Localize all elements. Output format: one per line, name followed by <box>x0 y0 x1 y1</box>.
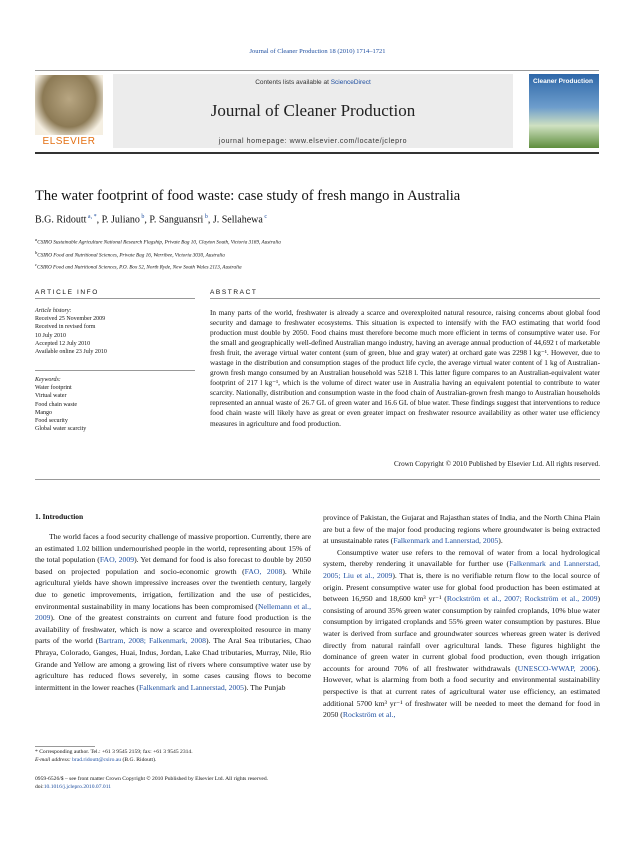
affiliation: $^c$CSIRO Food and Nutritional Sciences, P.O. Box 52, North Ryde, New South Wales 2113, Australia <box>35 262 242 272</box>
keyword: Mango <box>35 409 52 416</box>
keyword: Food chain waste <box>35 401 77 408</box>
keywords-block <box>35 376 195 433</box>
journal-masthead <box>35 70 599 160</box>
corresponding-text: Corresponding author. Tel.: +61 3 9545 2159; fax: +61 3 9545 2314. <box>39 749 193 755</box>
intro-column-left <box>35 531 311 693</box>
email-label: E-mail address: <box>35 757 71 763</box>
journal-cover-image[interactable] <box>529 74 599 148</box>
citation-link[interactable]: Bartram, 2008; Falkenmark, 2008 <box>98 636 206 646</box>
section-heading-introduction: 1. Introduction <box>35 512 84 521</box>
citation-link[interactable]: FAO, 2008 <box>244 566 283 576</box>
citation-link[interactable]: Nellemann et al., 2009 <box>35 601 311 623</box>
citation-link[interactable]: FAO, 2009 <box>99 555 135 565</box>
doi-prefix: doi: <box>35 784 44 790</box>
copyright-line: Crown Copyright © 2010 Published by Elsevier Ltd. All rights reserved. <box>394 460 600 468</box>
citation-link[interactable]: UNESCO-WWAP, 2006 <box>517 663 596 673</box>
abstract-heading: ABSTRACT <box>210 289 258 296</box>
article-info-rule <box>35 298 195 299</box>
author-affil-sup[interactable]: b <box>139 214 145 220</box>
history-item: 10 July 2010 <box>35 332 67 339</box>
doi-line <box>35 783 600 791</box>
author-affil-sup[interactable]: a, * <box>86 214 97 220</box>
article-history <box>35 307 195 356</box>
affiliation-sup: b <box>35 249 38 255</box>
footnote-rule <box>35 746 95 747</box>
front-matter-line <box>35 775 600 791</box>
author-name[interactable]: B.G. Ridoutt <box>35 214 87 226</box>
keyword: Food security <box>35 418 68 425</box>
email-line <box>35 756 325 764</box>
masthead-top-rule <box>35 70 599 71</box>
citation-link[interactable]: Falkenmark and Lannerstad, 2005; Liu et al., 2009 <box>323 559 601 580</box>
affiliation: $^a$CSIRO Sustainable Agriculture National Research Flagship, Private Bag 10, Clayton South, Victoria 3169, Australia <box>35 237 281 246</box>
email-link[interactable]: brad.ridoutt@csiro.au <box>72 757 122 763</box>
citation-link[interactable]: Falkenmark and Lannerstad, 2005 <box>138 682 244 692</box>
affiliation-list <box>35 235 600 273</box>
citation-link[interactable]: Rockström et al., 2007; Rockström et al., 2009 <box>446 594 598 604</box>
tree-logo-icon <box>35 75 103 135</box>
author-affil-sup[interactable]: c <box>262 214 267 220</box>
history-label: Article history: <box>35 308 72 314</box>
homepage-link[interactable]: www.elsevier.com/locate/jclepro <box>289 138 408 145</box>
corresponding-author-note <box>35 748 325 756</box>
keyword-items <box>35 384 195 433</box>
history-items <box>35 315 195 356</box>
running-head[interactable]: Journal of Cleaner Production 18 (2010) 1714–1721 <box>249 48 386 55</box>
history-item: Accepted 12 July 2010 <box>35 340 91 347</box>
email-suffix: (B.G. Ridoutt). <box>121 757 157 763</box>
masthead-bottom-rule <box>35 152 599 154</box>
author-name[interactable]: P. Sanguansri <box>149 214 204 226</box>
abstract-text: In many parts of the world, freshwater is already a scarce and overexploited natural resource, raising concerns about global food security and damage to freshwater ecosystems. This situation is expected to intensify with the FAO estimating that world food production must double by 2050. Food chains must therefore become much more efficient in terms of consumptive water use. For the small and geographically well-defined Australian mango industry, having an average annual production of 44,692 t of marketable fresh fruit, the average virtual water content (sum of green, blue and gray water) at orchard gate was 2298 l kg⁻¹. However, due to wastage in the distribution and consumption stages of the product life cycle, the average virtual water content of 1 kg of Australian-grown fresh mango consumed by an Australian household was 5218 l. This latter figure compares to an Australian-equivalent water footprint of 217 l kg⁻¹, which is the volume of direct water use in Australia having an equivalent potential to contribute to water scarcity. Nationally, distribution and consumption waste in the food chain of Australian-grown fresh mango to Australian households represented an annual waste of 26.7 GL of green water and 16.6 GL of blue water. These findings suggest that interventions to reduce food chain waste will likely have as great or even greater impact on freshwater resource availability as other water use efficiency measures in agriculture and food production. <box>210 308 600 428</box>
keyword: Water footprint <box>35 385 72 392</box>
affiliation-sup: c <box>35 262 37 268</box>
author-name[interactable]: P. Juliano <box>101 214 140 226</box>
article-info-heading: ARTICLE INFO <box>35 289 99 296</box>
keyword: Global water scarcity <box>35 426 87 433</box>
publisher-logo-text: ELSEVIER <box>42 136 96 147</box>
history-item: Received in revised form <box>35 324 96 331</box>
elsevier-logo[interactable] <box>35 75 103 147</box>
homepage-prefix: journal homepage: <box>218 138 290 145</box>
homepage-line <box>113 138 513 145</box>
author-name[interactable]: J. Sellahewa <box>212 214 263 226</box>
abstract-end-rule <box>35 479 600 480</box>
citation-link[interactable]: Falkenmark and Lannerstad, 2005 <box>393 536 499 546</box>
intro-paragraph-2: Consumptive water use refers to the removal of water from a local hydrological system, thereby rendering it unavailable for further use (Falkenmark and Lannerstad, 2005; Liu et al., 2009). That is, there is no verifiable return flow to the local source of origin. Present consumptive water use for global food production has been estimated at between 16,950 and 18,600 km³ yr⁻¹ (Rockström et al., 2007; Rockström et al., 2009) consisting of around 35% green water consumption by rainfed croplands, 10% blue water consumption by irrigated croplands and 55% green water consumption by pastures. Blue water is derived from surface and groundwater sources whereas green water is derived directly from natural rainfall over agricultural lands. These figures highlight the dominance of green water in current global food production, even though irrigation accounts for around 70% of all freshwater withdrawals (UNESCO-WWAP, 2006). However, what is alarming from both a food security and environmental sustainability perspective is that at current rates of agricultural water use efficiency, an estimated additional 5700 km³ yr⁻¹ of freshwater will be needed to meet the demand for food in 2050 (Rockström et al., <box>323 547 601 720</box>
affiliation: $^b$CSIRO Food and Nutritional Sciences, Private Bag 16, Werribee, Victoria 3030, Australia <box>35 249 225 259</box>
intro-paragraph-1: The world faces a food security challenge of massive proportion. Currently, there are an estimated 1.02 billion undernourished people in the world, representing about 15% of the total population (FAO, 2009). Yet demand for food is also forecast to double by 2050 based on projected population and socio-economic growth (FAO, 2008). While agricultural yields have shown impressive increases over the twentieth century, largely due to genetic improvements, irrigation, fertilization and the use of pesticides, environmental sustainability in many locations has been compromised (Nellemann et al., 2009). One of the greatest constraints on current and future food production is the availability of freshwater, which is now a scarce and overexploited resource in many parts of the world (Bartram, 2008; Falkenmark, 2008). The Aral Sea tributaries, Chao Phraya, Colorado, Ganges, Huai, Indus, Jordan, Lake Chad tributaries, Murray, Nile, Rio Grande and Yellow are among a growing list of rivers where consumptive water use by agriculture has reduced flows severely, in some cases causing flows to become intermittent in the lower reaches (Falkenmark and Lannerstad, 2005). The Punjab <box>35 532 312 692</box>
keyword: Virtual water <box>35 393 67 400</box>
issn-line: 0959-6526/$ – see front matter Crown Copyright © 2010 Published by Elsevier Ltd. All rights reserved. <box>35 776 269 782</box>
cover-title: Cleaner Production <box>533 78 593 85</box>
intro-paragraph-1-cont: province of Pakistan, the Gujarat and Rajasthan states of India, and the North China Plain are but a few of the major food producing regions where groundwater is being extracted at unsustainable rates (Falkenmark and Lannerstad, 2005). <box>323 513 600 546</box>
sciencedirect-link[interactable]: ScienceDirect <box>330 79 371 86</box>
contents-line <box>113 79 513 86</box>
info-divider <box>35 370 195 371</box>
masthead-center <box>113 74 513 148</box>
doi-link[interactable]: 10.1016/j.jclepro.2010.07.011 <box>43 784 112 790</box>
footnote <box>35 748 325 764</box>
footnote-mark: * <box>35 749 38 755</box>
abstract-rule <box>210 298 600 299</box>
journal-title: Journal of Cleaner Production <box>210 101 416 120</box>
article-title: The water footprint of food waste: case study of fresh mango in Australia <box>35 188 461 204</box>
history-item: Available online 23 July 2010 <box>35 349 107 356</box>
contents-prefix: Contents lists available at <box>255 79 331 86</box>
affiliation-sup: a <box>35 237 38 242</box>
keywords-label: Keywords: <box>35 377 61 383</box>
author-affil-sup[interactable]: b <box>203 214 208 220</box>
author-list: B.G. Ridoutt $^{a, *}$, P. Juliano $^b$, P. Sanguansri $^b$, J. Sellahewa $^c$ <box>35 214 267 226</box>
history-item: Received 25 November 2009 <box>35 316 106 323</box>
intro-column-right <box>323 512 600 721</box>
citation-link[interactable]: Rockström et al., <box>342 710 396 720</box>
